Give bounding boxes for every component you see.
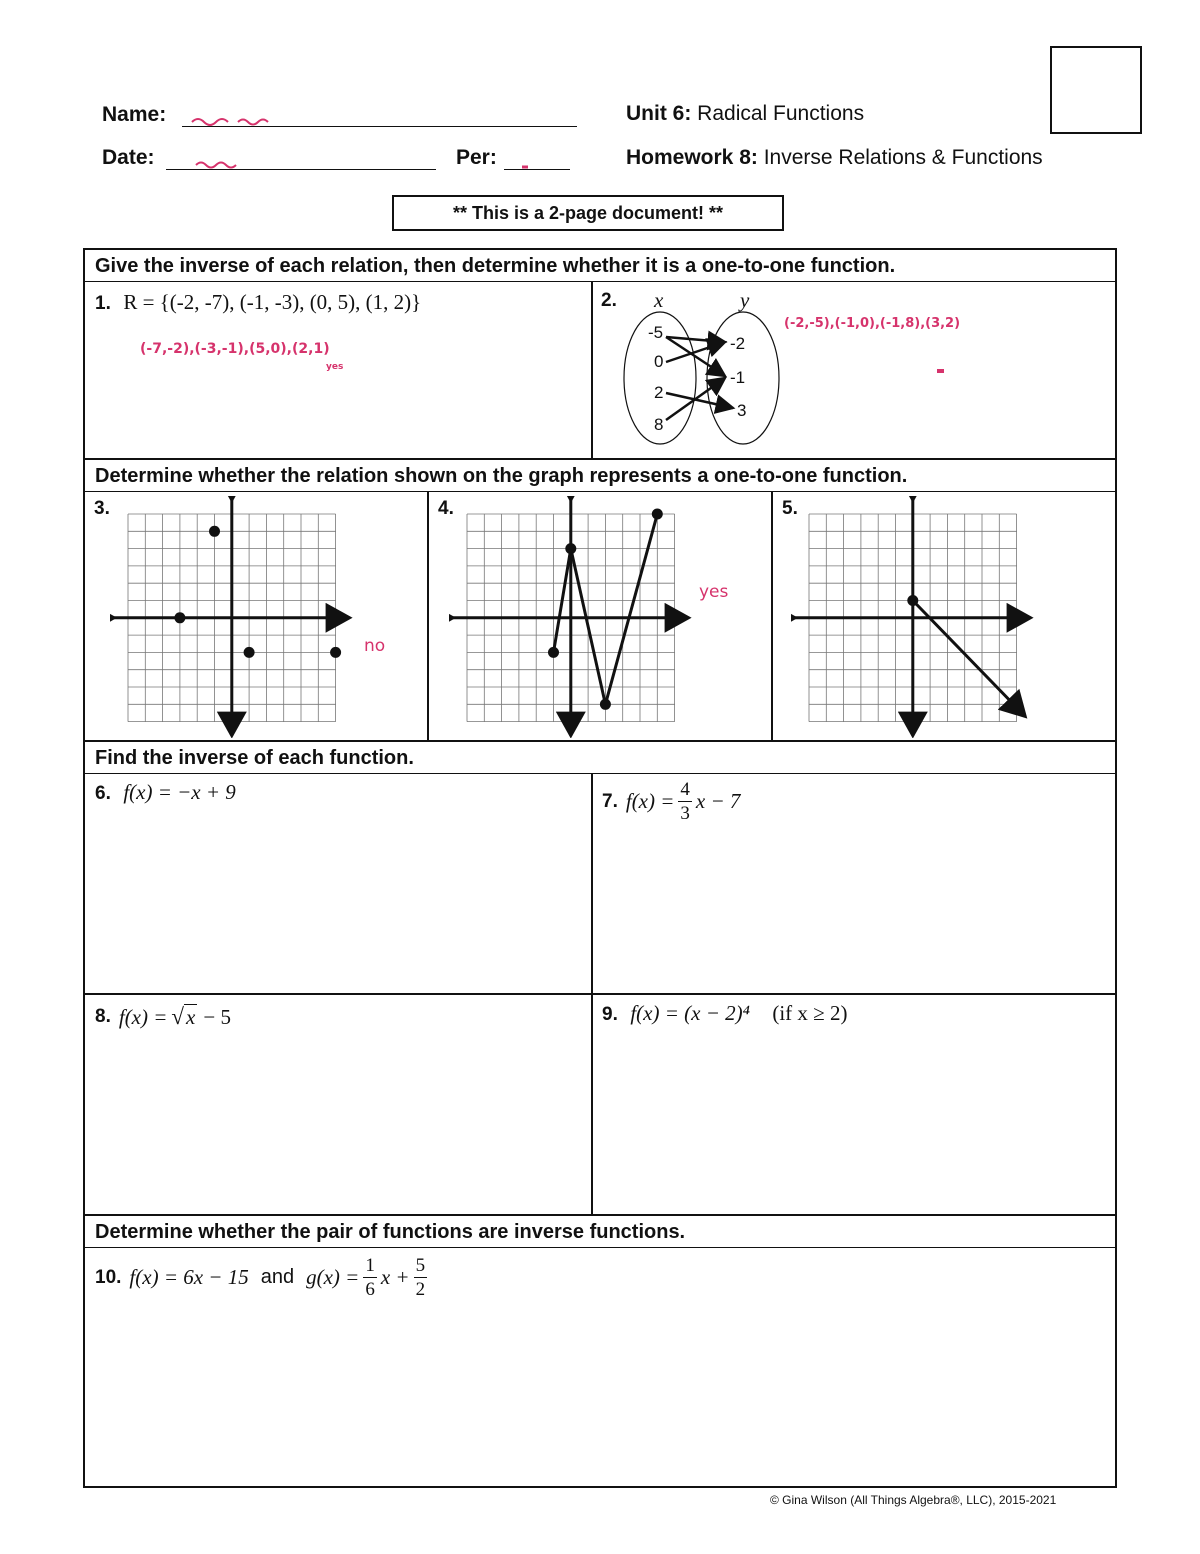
domain-value: 2	[654, 383, 664, 402]
graph-point	[174, 612, 185, 623]
problem-2-y-label: y	[740, 288, 750, 312]
graph-point	[600, 699, 611, 710]
problem-2-answer-mark	[934, 366, 948, 376]
sqrt-symbol-icon: √	[171, 1004, 185, 1029]
problem-2-mapping-diagram	[600, 300, 800, 450]
problem-9-number: 9.	[602, 1004, 618, 1025]
problem-8-lhs: f(x) =	[118, 1004, 168, 1029]
problem-10	[95, 1256, 431, 1299]
graph-point	[244, 647, 255, 658]
problem-3-graph	[110, 496, 360, 738]
problem-3-number: 3.	[94, 498, 110, 519]
rule	[591, 773, 593, 1214]
rule	[83, 1214, 1117, 1216]
unit-label: Unit 6:	[626, 102, 692, 125]
section-4-title: Determine whether the pair of functions are inverse functions.	[95, 1221, 686, 1243]
problem-6	[95, 780, 236, 805]
rule	[83, 458, 1117, 460]
problem-5-graph	[791, 496, 1041, 738]
date-scribble	[194, 153, 254, 173]
problem-5-number: 5.	[782, 498, 798, 519]
problem-3-answer: no	[364, 636, 386, 656]
notice-text: ** This is a 2-page document! **	[452, 203, 724, 223]
problem-2-number: 2.	[601, 290, 617, 311]
rule	[83, 1247, 1117, 1248]
problem-10-fraction-2	[414, 1256, 428, 1299]
domain-value: 0	[654, 352, 664, 371]
domain-value: -5	[648, 323, 664, 342]
problem-10-g: g(x) =	[306, 1265, 360, 1289]
problem-8-rhs: − 5	[203, 1004, 231, 1029]
arrow	[666, 342, 725, 362]
problem-9-equation: f(x) = (x − 2)⁴	[630, 1001, 750, 1025]
per-label: Per:	[456, 146, 497, 169]
range-value: -2	[730, 334, 746, 353]
section-3-title: Find the inverse of each function.	[95, 747, 414, 769]
homework-line	[626, 146, 1043, 170]
unit-line	[626, 102, 864, 126]
problem-4-number: 4.	[438, 498, 454, 519]
problem-8-radicand: x	[186, 1005, 196, 1029]
problem-6-number: 6.	[95, 783, 111, 804]
per-scribble	[518, 153, 538, 173]
score-box	[1050, 46, 1142, 134]
fraction-numerator: 1	[365, 1255, 375, 1276]
range-value: -1	[730, 368, 746, 387]
problem-2-x-label: x	[654, 288, 664, 312]
rule	[83, 773, 1117, 774]
fraction-denominator: 2	[415, 1279, 426, 1300]
fraction-denominator: 6	[365, 1279, 375, 1300]
name-field[interactable]	[182, 102, 577, 127]
problem-10-number: 10.	[95, 1266, 122, 1288]
section-2-title: Determine whether the relation shown on the graph represents a one-to-one function.	[95, 465, 908, 487]
problem-10-and: and	[260, 1266, 295, 1288]
graph-point	[330, 647, 341, 658]
graph-point	[565, 543, 576, 554]
problem-10-f: f(x) = 6x − 15	[129, 1265, 249, 1289]
unit-value: Radical Functions	[697, 102, 865, 125]
range-value: 3	[737, 401, 747, 420]
problem-8-number: 8.	[95, 1006, 111, 1027]
problem-10-fraction-1	[363, 1256, 377, 1299]
problem-10-mid: x +	[380, 1265, 410, 1289]
notice-box	[392, 195, 784, 231]
name-scribble	[190, 110, 280, 130]
problem-7-lhs: f(x) =	[625, 789, 675, 813]
section-1-title: Give the inverse of each relation, then determine whether it is a one-to-one function.	[95, 255, 896, 277]
problem-7-fraction	[678, 780, 692, 823]
problem-1-number: 1.	[95, 293, 111, 314]
problem-1-relation: R = {(-2, -7), (-1, -3), (0, 5), (1, 2)}	[123, 290, 422, 314]
problem-6-equation: f(x) = −x + 9	[123, 780, 236, 804]
arrow	[666, 337, 725, 342]
fraction-numerator: 5	[415, 1255, 426, 1276]
rule	[83, 281, 1117, 282]
rule	[771, 491, 773, 740]
problem-9-condition: (if x ≥ 2)	[772, 1001, 848, 1025]
problem-1-answer: (-7,-2),(-3,-1),(5,0),(2,1)	[140, 341, 330, 357]
homework-label: Homework 8:	[626, 146, 758, 169]
homework-value: Inverse Relations & Functions	[763, 146, 1043, 169]
rule	[591, 281, 593, 458]
graph-point	[209, 526, 220, 537]
problem-8	[95, 1004, 231, 1030]
problem-9	[602, 1001, 847, 1026]
name-label: Name:	[102, 103, 167, 126]
problem-1	[95, 290, 421, 315]
date-field[interactable]	[166, 145, 436, 170]
problem-2-answer: (-2,-5),(-1,0),(-1,8),(3,2)	[784, 316, 961, 331]
problem-7-rhs: x − 7	[695, 789, 741, 813]
date-label: Date:	[102, 146, 155, 169]
fraction-denominator: 3	[680, 803, 690, 824]
fraction-numerator: 4	[680, 779, 690, 800]
problem-4-answer: yes	[699, 582, 729, 602]
problem-7-number: 7.	[602, 790, 618, 812]
graph-point	[548, 647, 559, 658]
rule	[83, 740, 1117, 742]
copyright-footer: © Gina Wilson (All Things Algebra®, LLC), 2015-2021	[770, 1493, 1057, 1507]
rule	[83, 993, 1117, 995]
per-field[interactable]	[504, 145, 570, 170]
rule	[83, 491, 1117, 492]
graph-point	[652, 509, 663, 520]
problem-4-graph	[449, 496, 699, 738]
rule	[427, 491, 429, 740]
problem-7	[602, 780, 740, 823]
domain-value: 8	[654, 415, 664, 434]
problem-1-answer-yes: yes	[326, 362, 344, 372]
